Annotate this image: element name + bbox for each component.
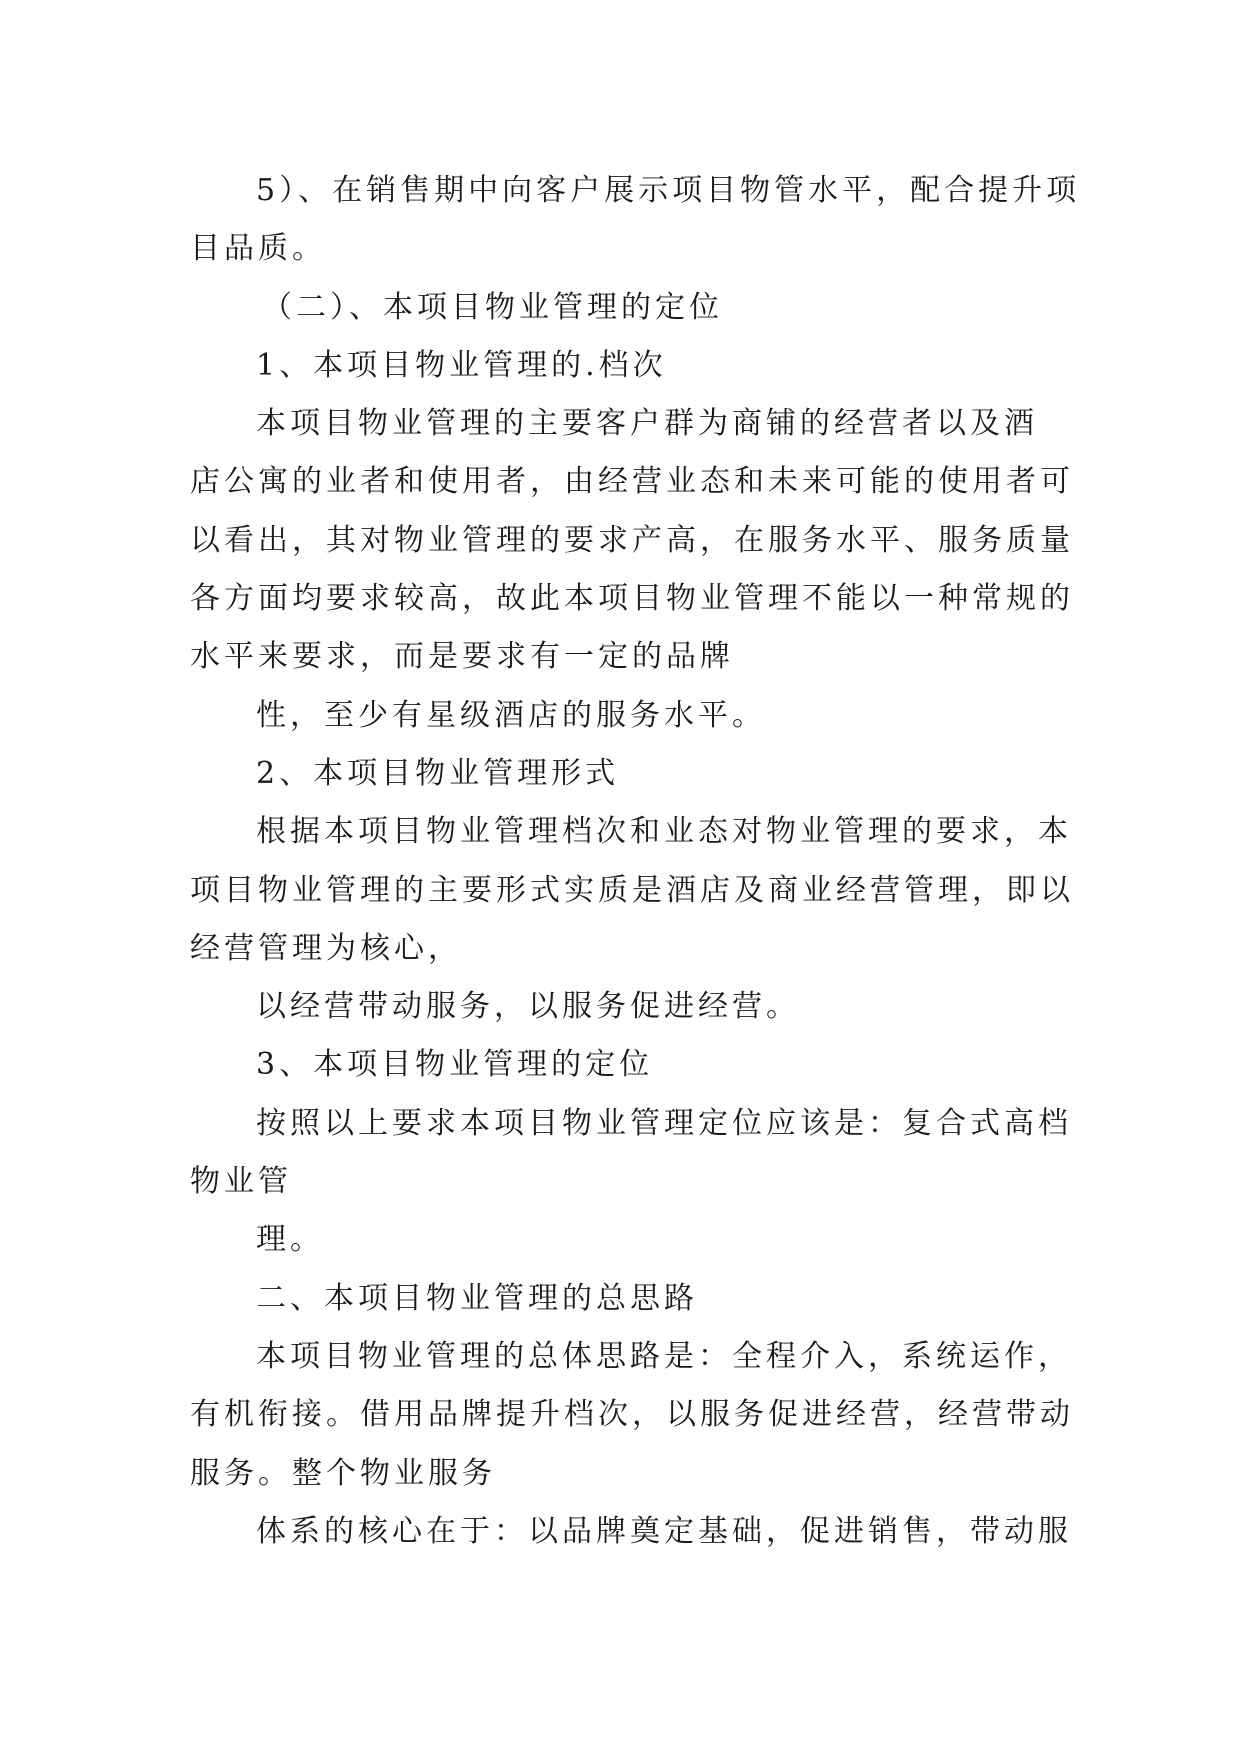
paragraph-line: 本项目物业管理的主要客户群为商铺的经营者以及酒 bbox=[256, 406, 1038, 442]
subsection-heading: 3、本项目物业管理的定位 bbox=[256, 1047, 654, 1083]
paragraph-line: 体系的核心在于：以品牌奠定基础，促进销售，带动服 bbox=[256, 1513, 1072, 1549]
paragraph-line: 有机衔接。借用品牌提升档次，以服务促进经营，经营带动 bbox=[190, 1397, 1074, 1433]
subsection-heading: 1、本项目物业管理的.档次 bbox=[256, 347, 667, 383]
body-text bbox=[190, 162, 1081, 1561]
paragraph-line: 目品质。 bbox=[190, 231, 326, 267]
paragraph-line: 以经营带动服务，以服务促进经营。 bbox=[256, 989, 800, 1025]
paragraph-line: 按照以上要求本项目物业管理定位应该是：复合式高档 bbox=[256, 1105, 1072, 1141]
paragraph-line: 经营管理为核心， bbox=[190, 930, 462, 966]
paragraph-line: 项目物业管理的主要形式实质是酒店及商业经营管理，即以 bbox=[190, 872, 1074, 908]
paragraph-line: 水平来要求，而是要求有一定的品牌 bbox=[190, 639, 734, 675]
paragraph-line: 物业管 bbox=[190, 1164, 292, 1200]
paragraph-line: 以看出，其对物业管理的要求产高，在服务水平、服务质量 bbox=[190, 522, 1074, 558]
section-heading: （二）、本项目物业管理的定位 bbox=[262, 289, 723, 325]
paragraph-line: 5）、在销售期中向客户展示项目物管水平，配合提升项 bbox=[256, 173, 1081, 208]
paragraph-line: 理。 bbox=[256, 1222, 324, 1258]
paragraph-line: 服务。整个物业服务 bbox=[190, 1455, 496, 1491]
section-heading: 二、本项目物业管理的总思路 bbox=[256, 1280, 698, 1316]
paragraph-line: 根据本项目物业管理档次和业态对物业管理的要求，本 bbox=[256, 814, 1072, 850]
paragraph-line: 店公寓的业者和使用者，由经营业态和未来可能的使用者可 bbox=[190, 464, 1074, 500]
paragraph-line: 各方面均要求较高，故此本项目物业管理不能以一种常规的 bbox=[190, 581, 1074, 617]
paragraph-line: 性，至少有星级酒店的服务水平。 bbox=[256, 697, 766, 733]
paragraph-line: 本项目物业管理的总体思路是：全程介入，系统运作， bbox=[256, 1338, 1072, 1374]
subsection-heading: 2、本项目物业管理形式 bbox=[256, 755, 620, 791]
